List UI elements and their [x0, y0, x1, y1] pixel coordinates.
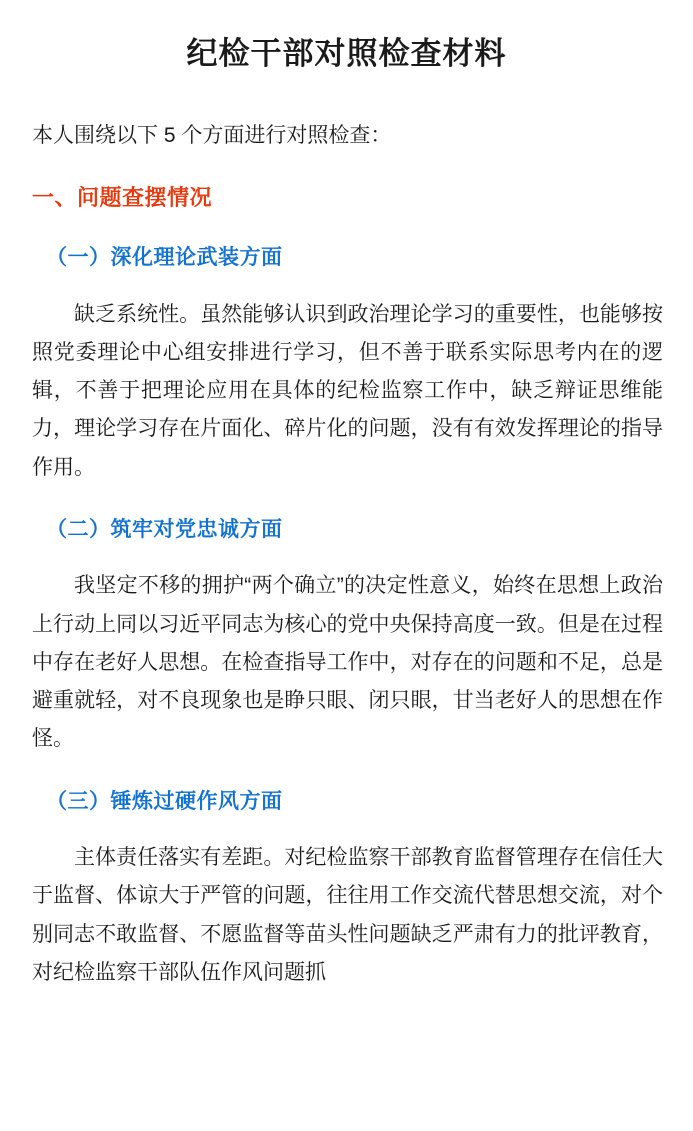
- subsection-heading-workstyle: （三）锤炼过硬作风方面: [46, 789, 283, 813]
- subsection-heading-theory: （一）深化理论武装方面: [46, 246, 283, 270]
- subsection-heading-loyalty: （二）筑牢对党忠诚方面: [46, 517, 283, 541]
- intro-paragraph: 本人围绕以下 5 个方面进行对照检查：: [32, 124, 392, 148]
- subsection-body-theory: 缺乏系统性。虽然能够认识到政治理论学习的重要性，也能够按照党委理论中心组安排进行学习，但不善于联系实际思考内在的逻辑，不善于把理论应用在具体的纪检监察工作中，缺乏辩证思维能力，理论学习存在片面化、碎片化的问题，没有有效发挥理论的指导作用。: [32, 302, 663, 479]
- subsection-body-loyalty: 我坚定不移的拥护“两个确立”的决定性意义，始终在思想上政治上行动上同以习近平同志为核心的党中央保持高度一致。但是在过程中存在老好人思想。在检查指导工作中，对存在的问题和不足，总是避重就轻，对不良现象也是睁只眼、闭只眼，甘当老好人的思想在作怪。: [32, 574, 663, 751]
- subsection-body-workstyle: 主体责任落实有差距。对纪检监察干部教育监督管理存在信任大于监督、体谅大于严管的问题，往往用工作交流代替思想交流，对个别同志不敢监督、不愿监督等苗头性问题缺乏严肃有力的批评教育，对纪检监察干部队伍作风问题抓: [32, 846, 663, 984]
- document-page: [0, 34, 693, 1131]
- section-heading-problems: 一、问题查摆情况: [32, 184, 213, 210]
- page-title: 纪检干部对照检查材料: [186, 36, 507, 71]
